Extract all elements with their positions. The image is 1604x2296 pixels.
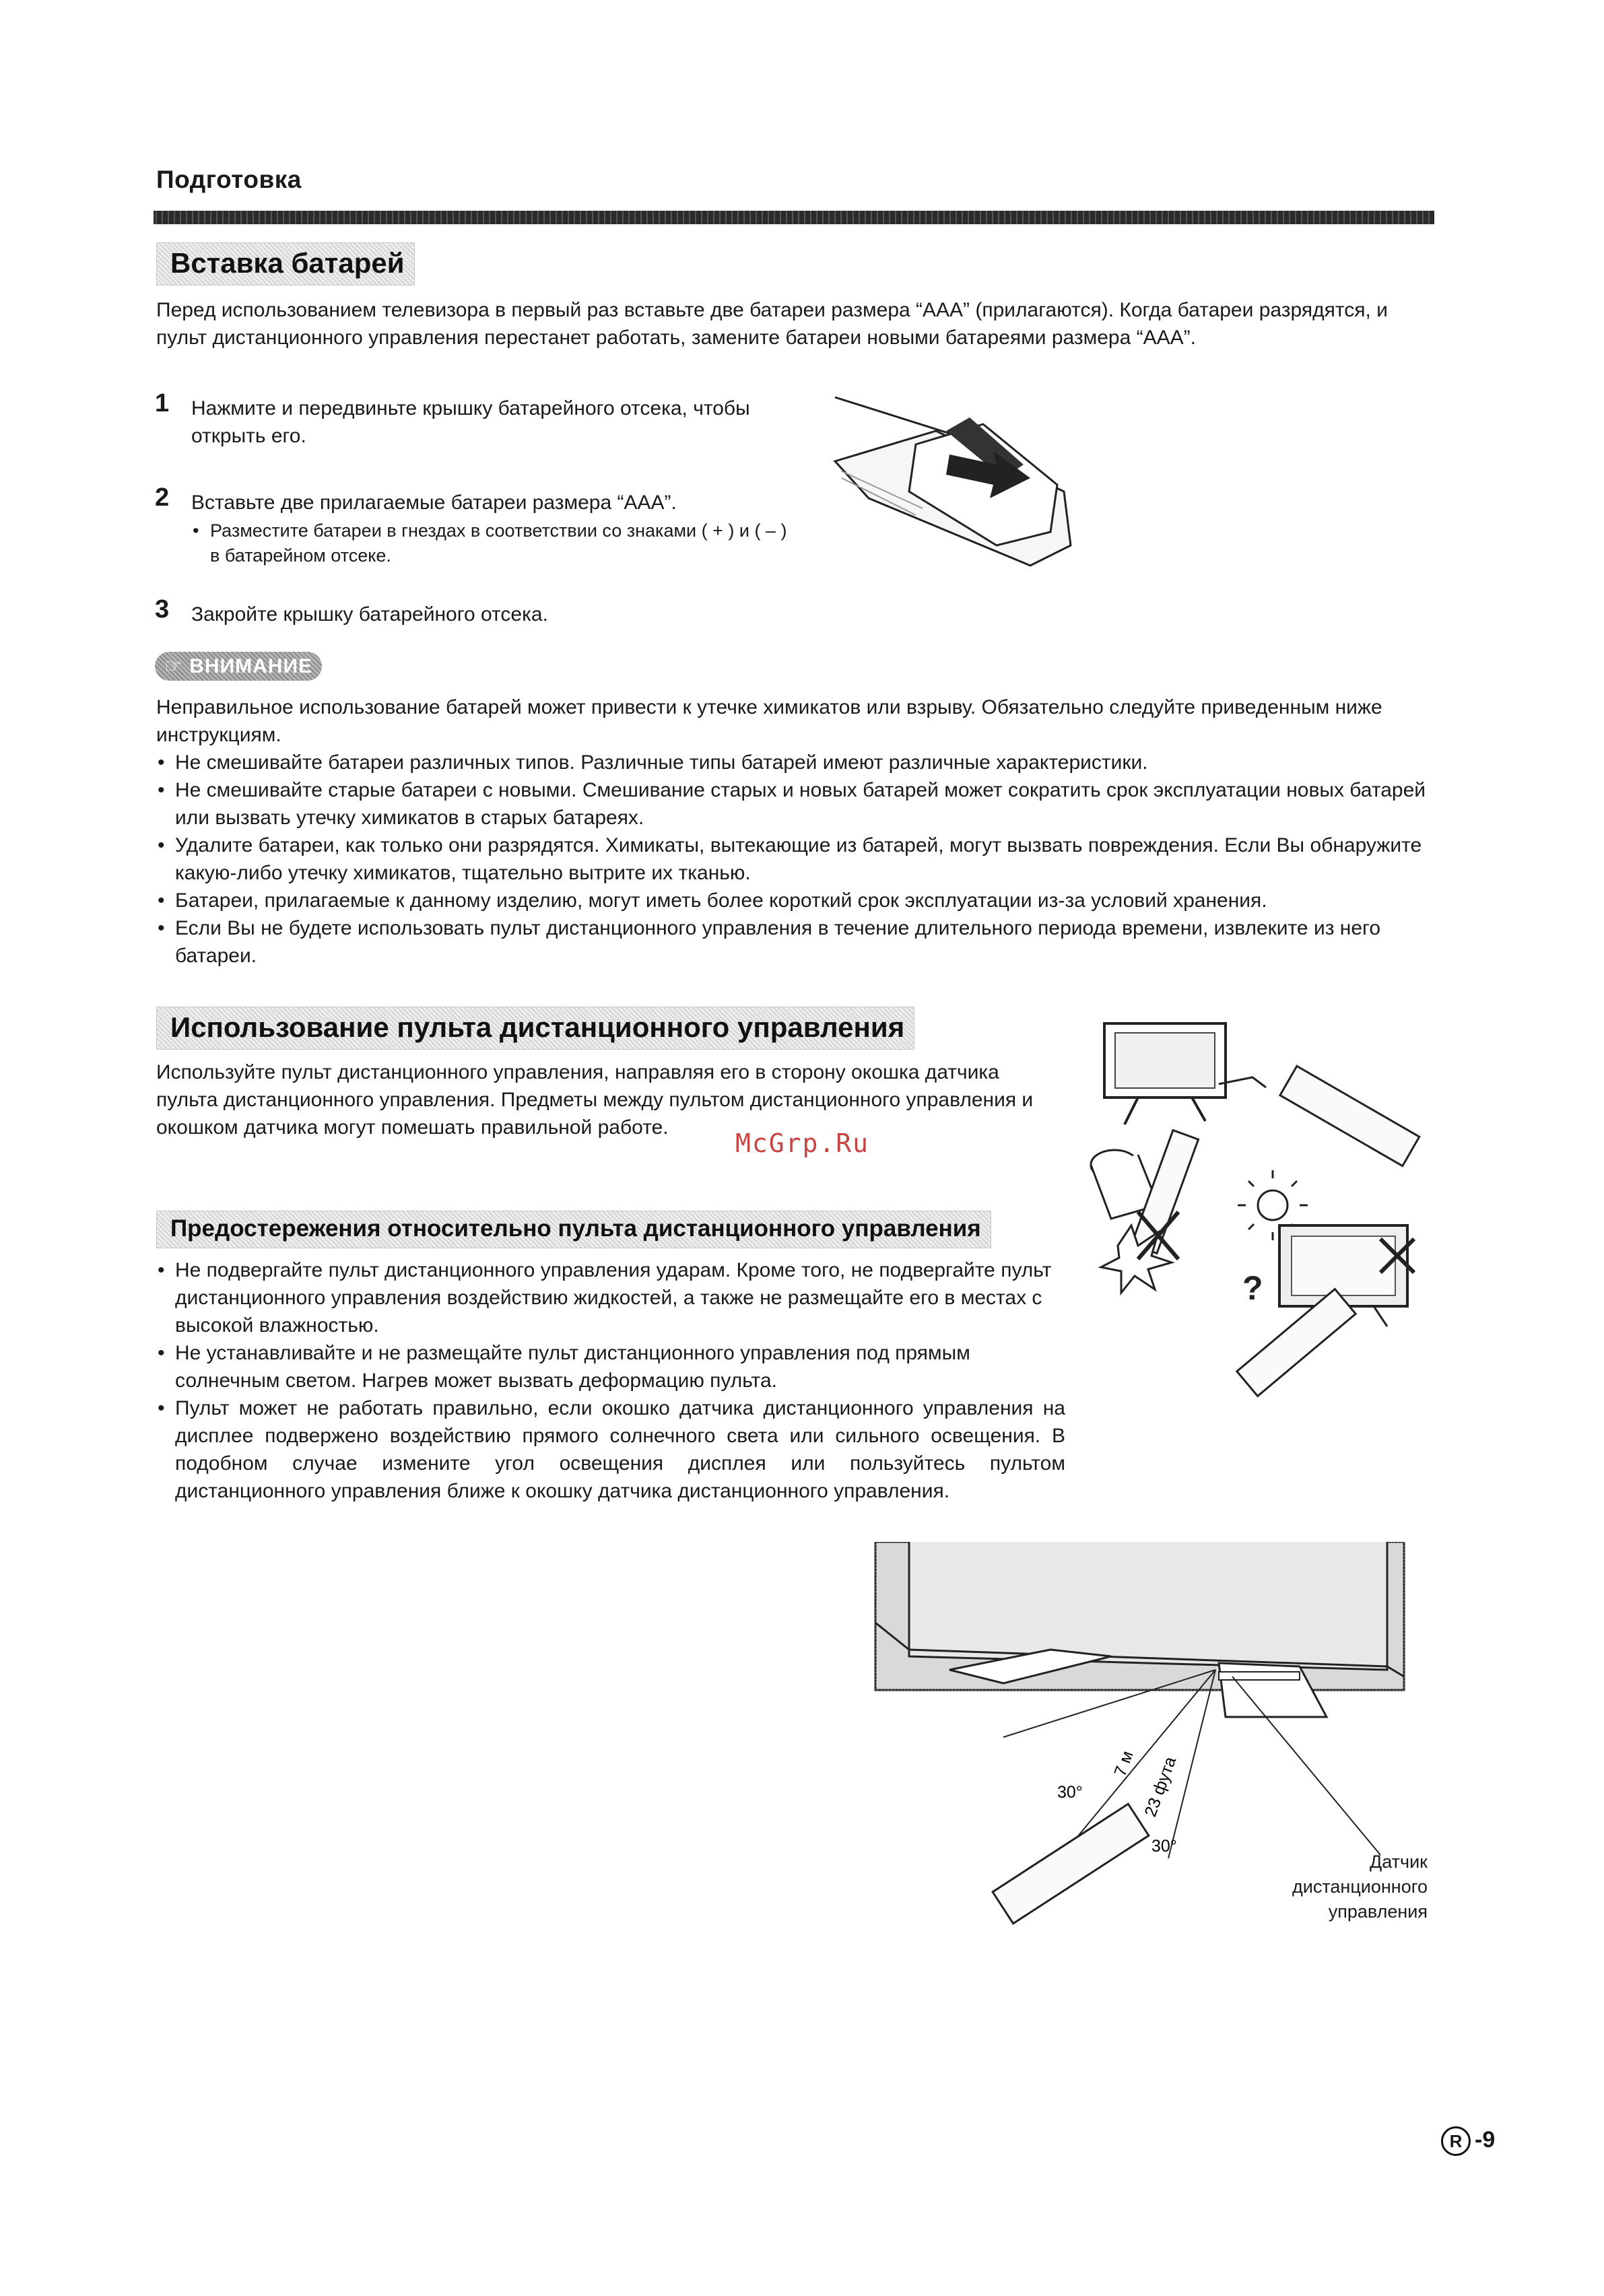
caution-item: • Удалите батареи, как только они разрядятся. Химикаты, вытекающие из батарей, могут вызвать повреждения. Если Вы обнаружите какую-либо утечку химикатов, тщательно вытрите их тканью. — [156, 832, 1436, 887]
page-number-value: -9 — [1475, 2127, 1496, 2153]
step-2-note — [191, 518, 797, 568]
caution-intro: Неправильное использование батарей может привести к утечке химикатов или взрыву. Обязательно следуйте приведенным ниже инструкциям. — [156, 696, 1382, 746]
step-1-number: 1 — [155, 389, 170, 417]
usage-text: Используйте пульт дистанционного управления, направляя его в сторону окошка датчика пульта дистанционного управления. Предметы между пультом дистанционного управления и окошком датчика могут помешать правильной работе. — [156, 1061, 1034, 1139]
precaution-item: • Не подвергайте пульт дистанционного управления ударам. Кроме того, не подвергайте пульт дистанционного управления воздействию жидкостей, а также не размещайте его в местах с высокой влажностью. — [156, 1256, 1065, 1339]
step-1-text: Нажмите и передвиньте крышку батарейного отсека, чтобы открыть его. — [191, 397, 750, 447]
sensor-caption: Датчик дистанционного управления — [1292, 1852, 1428, 1922]
battery-section-title: Вставка батарей — [156, 242, 415, 285]
battery-section-title-wrap — [156, 242, 415, 285]
caution-hand-icon: ☞ — [164, 655, 190, 677]
region-mark: R — [1441, 2126, 1471, 2156]
angle-left-label: 30° — [1057, 1783, 1083, 1802]
remote-usage-illustrations — [1077, 1003, 1455, 1421]
caution-item: • Не смешивайте старые батареи с новыми. Смешивание старых и новых батарей может сократить срок эксплуатации новых батарей или вызвать утечку химикатов в старых батареях. — [156, 776, 1436, 832]
step-2-number: 2 — [155, 483, 170, 512]
caution-item: • Не смешивайте батареи различных типов. Различные типы батарей имеют различные характеристики. — [156, 749, 1436, 776]
battery-cover-illustration — [828, 391, 1098, 572]
precaution-item: • Пульт может не работать правильно, если окошко датчика дистанционного управления на дисплее подвержено воздействию прямого солнечного света или сильного освещения. В подобном случае измените угол освещения дисплея или пользуйтесь пультом дистанционного управления ближе к окошку датчика дистанционного управления. — [156, 1394, 1065, 1505]
question-mark-icon: ? — [1242, 1269, 1263, 1307]
caution-list — [156, 749, 1436, 970]
step-2-note-item: • Разместите батареи в гнездах в соответствии со знаками ( + ) и ( – ) в батарейном отсеке. — [191, 518, 797, 568]
section-header: Подготовка — [156, 166, 302, 193]
caution-item: • Если Вы не будете использовать пульт дистанционного управления в течение длительного периода времени, извлеките из него батареи. — [156, 914, 1436, 970]
precaution-item: • Не устанавливайте и не размещайте пульт дистанционного управления под прямым солнечным светом. Нагрев может вызвать деформацию пульта. — [156, 1339, 1065, 1394]
battery-intro: Перед использованием телевизора в первый раз вставьте две батареи размера “AAA” (прилагаются). Когда батареи разрядятся, и пульт дистанционного управления перестанет работать, замените батареи новыми батареями размера “AAA”. — [156, 299, 1388, 349]
watermark: McGrp.Ru — [735, 1128, 870, 1158]
step-2-text: Вставьте две прилагаемые батареи размера “AAA”. — [191, 492, 677, 514]
caution-item: • Батареи, прилагаемые к данному изделию, могут иметь более короткий срок эксплуатации из-за условий хранения. — [156, 887, 1436, 914]
header-rule — [154, 211, 1434, 224]
precautions-section-title: Предостережения относительно пульта дистанционного управления — [156, 1211, 991, 1248]
caution-label: ВНИМАНИЕ — [189, 655, 313, 677]
distance-meters-label: 7 м — [1110, 1748, 1137, 1780]
step-3-number: 3 — [155, 595, 170, 623]
precautions-section-title-wrap — [156, 1211, 991, 1248]
angle-right-label: 30° — [1151, 1837, 1177, 1856]
caution-badge — [155, 652, 322, 681]
usage-section-title-wrap — [156, 1007, 914, 1050]
step-3-text: Закройте крышку батарейного отсека. — [191, 603, 548, 626]
usage-section-title: Использование пульта дистанционного управления — [156, 1007, 914, 1050]
page-number — [1441, 2126, 1495, 2156]
precautions-list — [156, 1256, 1065, 1505]
distance-feet-label: 23 фута — [1141, 1754, 1180, 1820]
